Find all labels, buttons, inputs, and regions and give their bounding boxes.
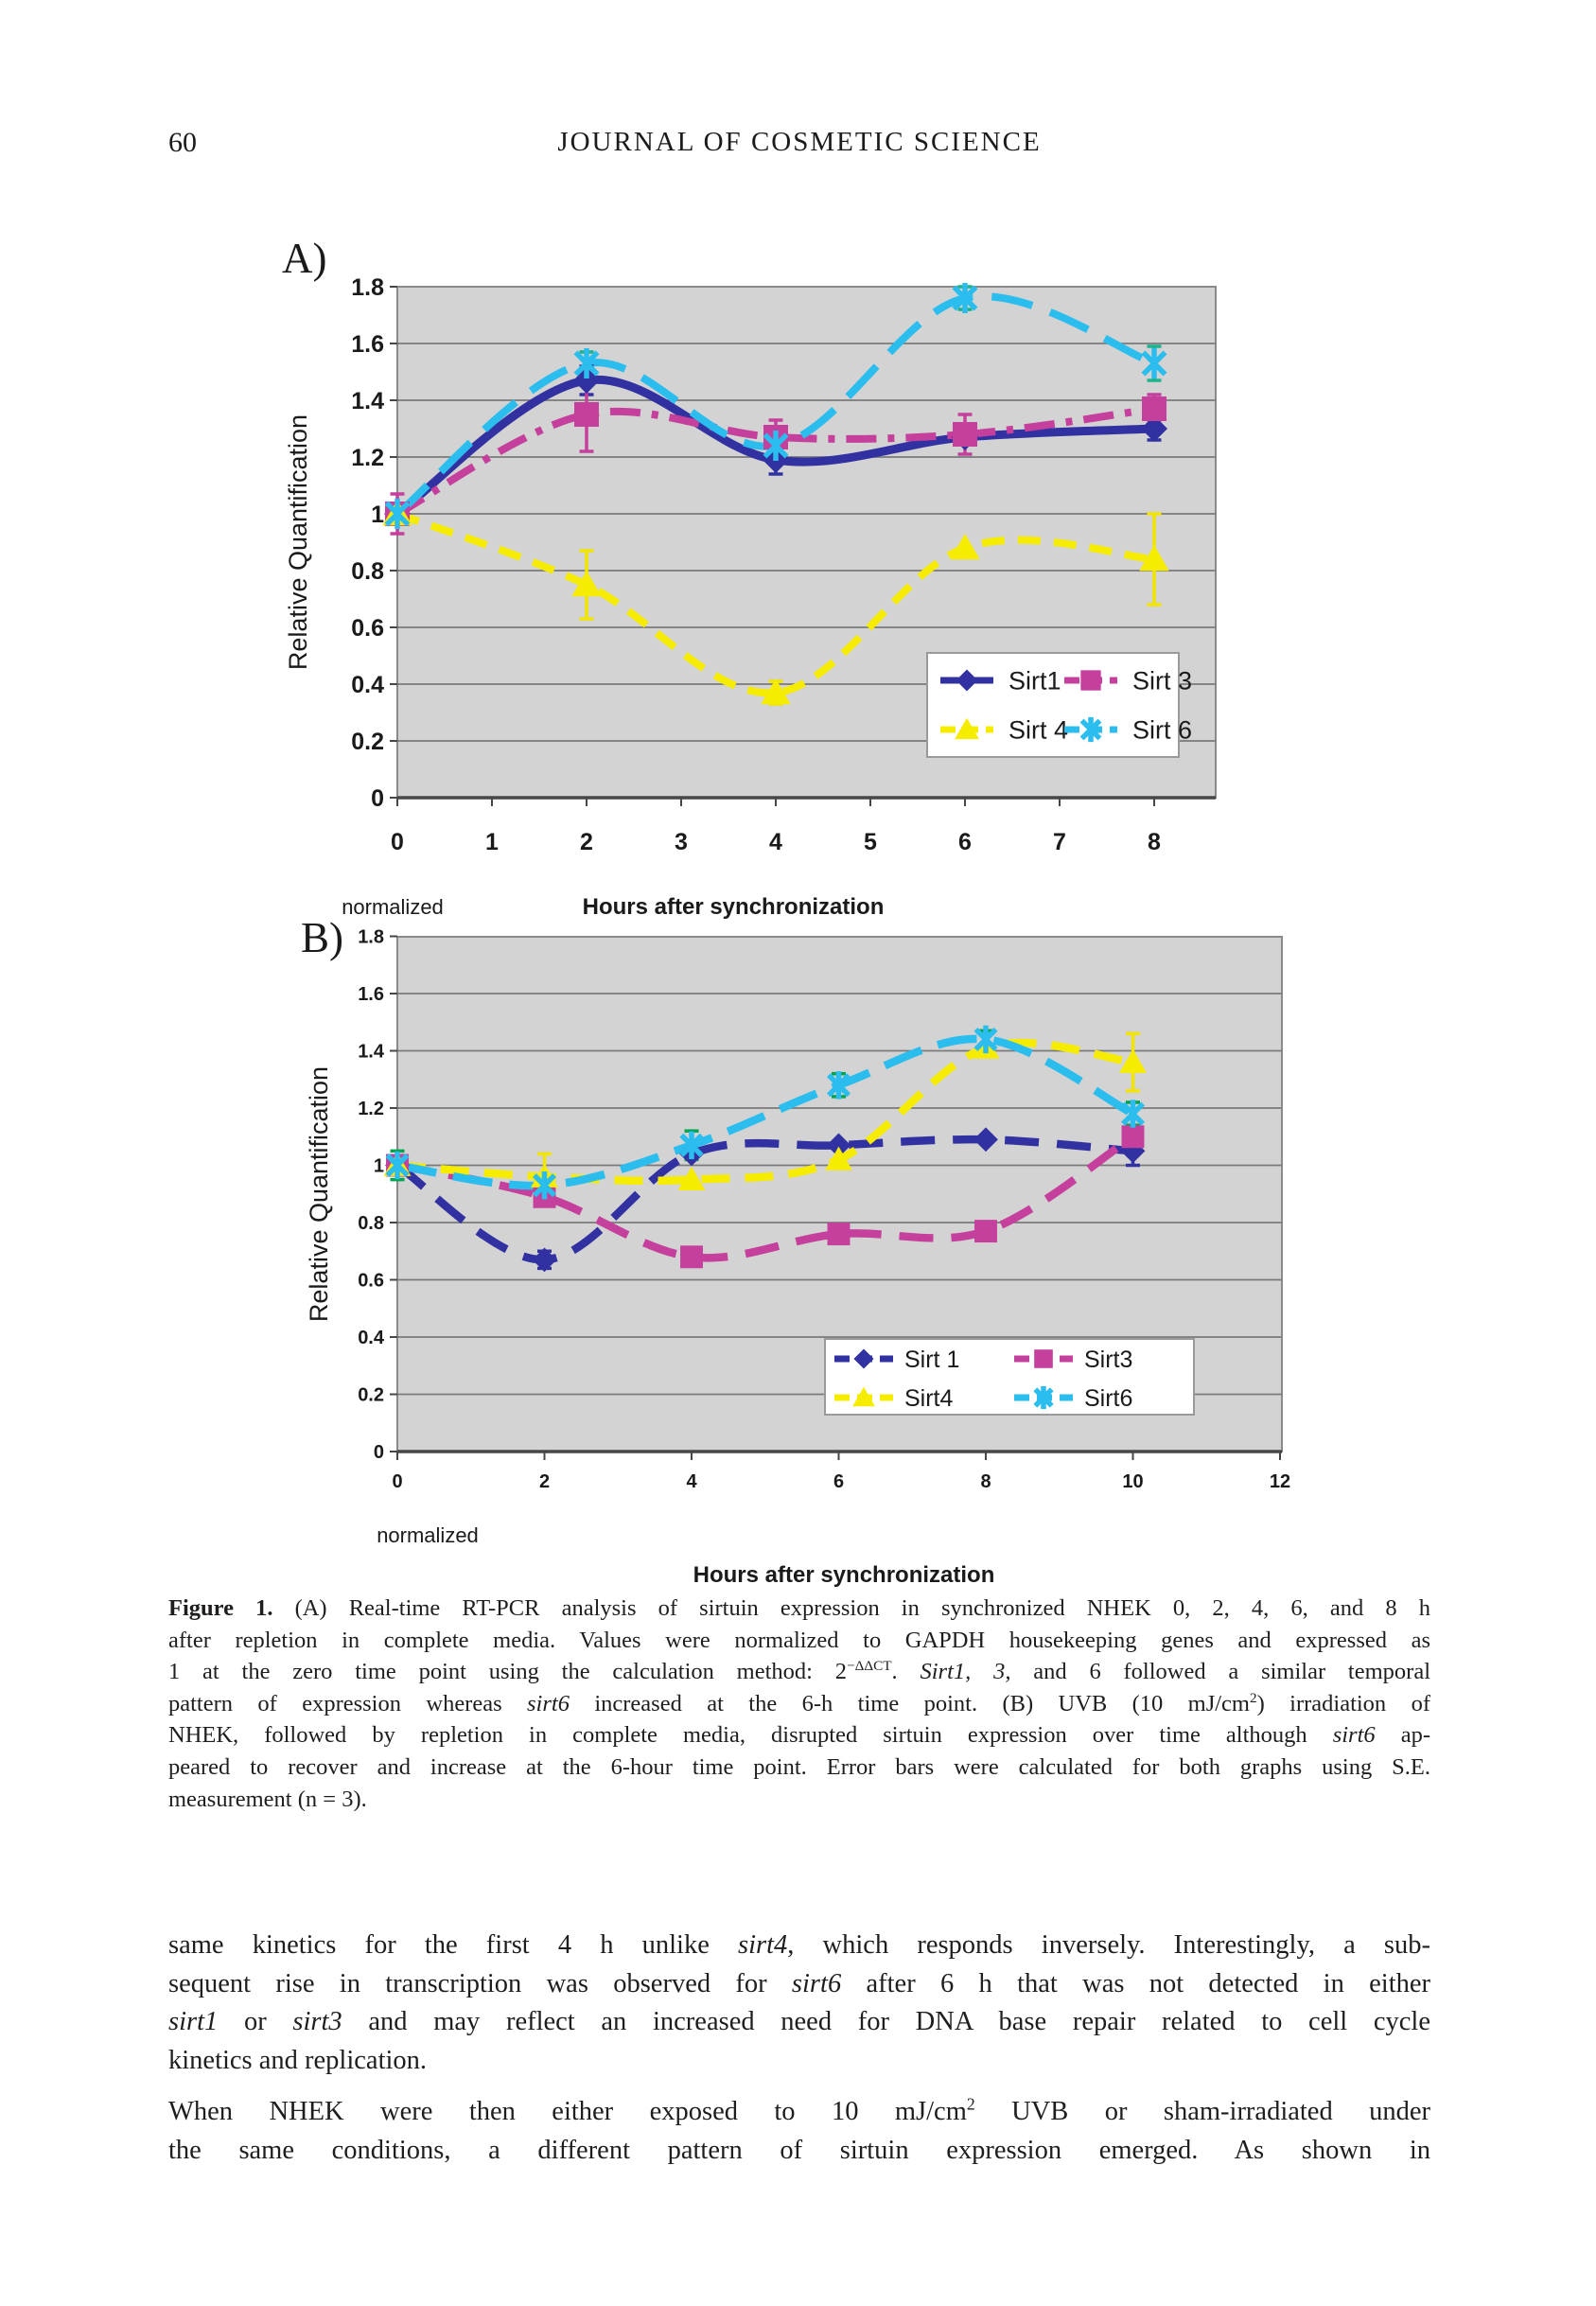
y-tick-label: 0.4: [358, 1328, 384, 1348]
legend-label: Sirt6: [1084, 1384, 1133, 1412]
sirt3-marker: [974, 1220, 997, 1242]
text-line: same kinetics for the first 4 h unlike sirt4, which responds inversely. Interestingly, a sub-: [168, 1930, 1430, 1960]
normalized-note: normalized: [342, 895, 444, 919]
y-tick-label: 1.8: [358, 926, 384, 948]
body-paragraph-2: [168, 2093, 1430, 2170]
y-tick-label: 1.8: [351, 274, 384, 301]
y-tick-label: 0.4: [351, 672, 384, 698]
y-axis-ticks: [358, 927, 397, 1464]
chart-a-figure: [265, 218, 1306, 927]
x-tick-label: 8: [1148, 829, 1161, 855]
text-line: peared to recover and increase at the 6-hour time point. Error bars were calculated for both graphs using S.E.: [168, 1753, 1430, 1780]
y-tick-label: 0.2: [351, 729, 384, 755]
text-line: Figure 1. (A) Real-time RT-PCR analysis of sirtuin expression in synchronized NHEK 0, 2, 4, 6, and 8 h: [168, 1595, 1430, 1621]
y-tick-label: 0.8: [358, 1213, 384, 1234]
legend-label: Sirt 3: [1132, 666, 1193, 695]
sirt3-marker: [953, 422, 977, 447]
text-line: sirt1 or sirt3 and may reflect an increased need for DNA base repair related to cell cycle: [168, 2007, 1430, 2036]
x-tick-label: 1: [485, 829, 499, 855]
y-tick-label: 0: [371, 785, 384, 812]
x-tick-label: 10: [1122, 1471, 1144, 1492]
y-tick-label: 0.6: [351, 615, 384, 642]
x-tick-label: 8: [980, 1471, 991, 1492]
text-line: kinetics and replication.: [168, 2045, 428, 2075]
y-tick-label: 1.6: [351, 331, 384, 358]
legend-label: Sirt 1: [904, 1346, 960, 1373]
x-tick-label: 7: [1053, 829, 1066, 855]
text-line: When NHEK were then either exposed to 10 $mJ/cm^2$ UVB or sham-irradiated under: [168, 2094, 1431, 2126]
journal-header: JOURNAL OF COSMETIC SCIENCE: [557, 127, 1042, 157]
A-legend: [927, 653, 1192, 757]
legend-label: Sirt 4: [1008, 715, 1069, 745]
sirt3-marker: [1142, 396, 1166, 421]
y-axis-title: Relative Quantification: [305, 1065, 333, 1323]
text-line: sequent rise in transcription was observed for sirt6 after 6 h that was not detected in either: [168, 1968, 1431, 1998]
y-tick-label: 1.4: [351, 388, 384, 414]
x-tick-label: 0: [391, 829, 404, 855]
y-tick-label: 1.2: [351, 445, 384, 471]
x-tick-label: 6: [833, 1471, 845, 1492]
text-line: pattern of expression whereas sirt6 increased at the 6-h time point. (B) UVB (10 $mJ/cm^2$) irradiation of: [168, 1689, 1430, 1716]
text-line: NHEK, followed by repletion in complete media, disrupted sirtuin expression over time although sirt6 ap-: [168, 1722, 1430, 1749]
x-axis-ticks: [391, 798, 1161, 855]
text-line: 1 at the zero time point using the calculation method: $2^{-\Delta\Delta CT}$. Sirt1, 3, and 6 followed a similar temporal: [168, 1658, 1430, 1685]
y-axis-ticks: [351, 274, 397, 812]
y-tick-label: 0.8: [351, 558, 384, 585]
body-paragraph-1: [168, 1927, 1430, 2080]
normalized-note: normalized: [377, 1523, 479, 1547]
y-tick-label: 1: [373, 1155, 384, 1177]
x-tick-label: 4: [769, 829, 782, 855]
panel-label: B): [301, 914, 343, 961]
text-line: measurement (n = 3).: [168, 1786, 367, 1812]
y-tick-label: 1.4: [358, 1041, 384, 1063]
x-tick-label: 2: [538, 1471, 551, 1492]
panel-label: A): [282, 235, 327, 282]
x-tick-label: 5: [864, 829, 877, 855]
y-tick-label: 1.6: [358, 984, 384, 1005]
legend-label: Sirt3: [1084, 1346, 1133, 1373]
sirt3-marker: [1122, 1125, 1145, 1148]
legend-label: Sirt 6: [1132, 715, 1193, 745]
figure-caption: [168, 1593, 1430, 1815]
x-axis-ticks: [392, 1452, 1290, 1492]
sirt3-marker: [828, 1223, 851, 1245]
chart-b-figure: [265, 889, 1381, 1609]
y-tick-label: 1.2: [358, 1099, 384, 1119]
x-tick-label: 0: [392, 1471, 403, 1492]
x-tick-label: 6: [958, 829, 972, 855]
y-axis-title: Relative Quantification: [284, 414, 312, 671]
legend-sirt3-marker: [1034, 1349, 1053, 1368]
y-tick-label: 1: [371, 502, 384, 528]
x-tick-label: 3: [675, 829, 688, 855]
legend-sirt3-marker: [1080, 670, 1100, 690]
text-line: the same conditions, a different pattern of sirtuin expression emerged. As shown in: [168, 2135, 1430, 2165]
x-tick-label: 12: [1269, 1471, 1291, 1492]
B-legend: [825, 1339, 1194, 1415]
text-line: after repletion in complete media. Values were normalized to GAPDH housekeeping genes and expressed as: [168, 1627, 1430, 1653]
x-tick-label: 4: [686, 1471, 697, 1492]
x-tick-label: 2: [580, 829, 593, 855]
y-tick-label: 0: [373, 1442, 384, 1463]
legend-label: Sirt1: [1008, 666, 1061, 695]
y-tick-label: 0.2: [358, 1384, 384, 1406]
sirt3-marker: [680, 1245, 703, 1268]
y-tick-label: 0.6: [358, 1270, 384, 1292]
sirt3-marker: [574, 402, 599, 427]
x-axis-title: Hours after synchronization: [693, 1562, 995, 1588]
page-number: 60: [168, 127, 197, 158]
legend-label: Sirt4: [904, 1384, 954, 1412]
x-axis-title: Hours after synchronization: [582, 894, 885, 920]
